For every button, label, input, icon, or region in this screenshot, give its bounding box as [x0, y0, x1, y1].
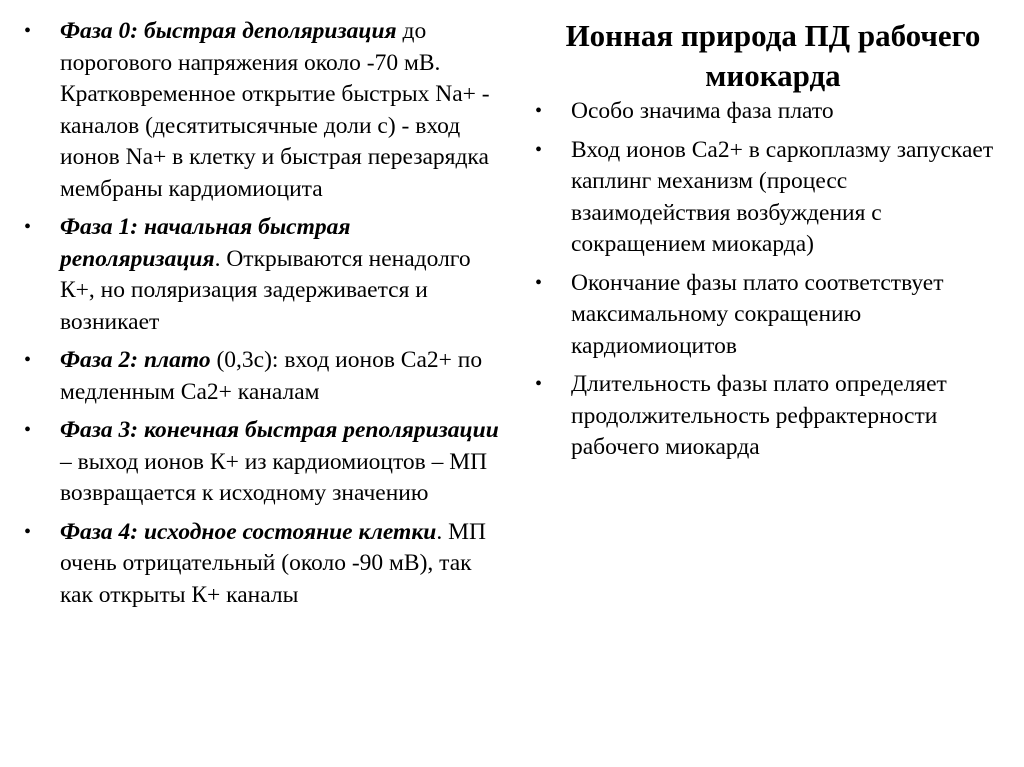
ionic-item-0	[535, 96, 1005, 128]
bullet-icon: •	[535, 100, 543, 122]
bullet-icon: •	[24, 419, 32, 441]
phase-title: Фаза 0: быстрая деполяризация	[60, 18, 397, 44]
bullet-icon: •	[24, 520, 32, 543]
bullet-icon: •	[535, 138, 543, 161]
phase-title: Фаза 1: начальная быстрая реполяризация	[60, 214, 351, 272]
phase-item-0	[24, 16, 504, 205]
ionic-item-text: Окончание фазы плато соответствует максимальному сокращению кардиомиоцитов	[571, 269, 944, 359]
bullet-icon: •	[535, 373, 543, 395]
phase-text: . МП очень отрицательный (около -90 мВ), так как открыты К+ каналы	[60, 518, 486, 608]
ionic-item-2	[535, 268, 1005, 363]
ionic-item-text: Длительность фазы плато определяет продолжительность рефрактерности рабочего миокарда	[571, 371, 947, 460]
phase-title: Фаза 4: исходное состояние клетки	[60, 518, 437, 545]
bullet-icon: •	[24, 349, 32, 371]
phase-text: – выход ионов К+ из кардиомиоцтов – МП возвращается к исходному значению	[60, 448, 488, 506]
phase-text: до порогового напряжения около -70 мВ. Кратковременное открытие быстрых Na+ - каналов (десятитысячные доли с) - вход ионов Na+ в клетку и быстрая перезарядка мембраны кардиомиоцита	[60, 18, 490, 202]
phase-item-3	[24, 415, 504, 510]
left-column	[24, 16, 504, 618]
phase-title: Фаза 2: плато	[60, 347, 211, 373]
phase-item-2	[24, 345, 504, 408]
phase-text: . Открываются ненадолго К+, но поляризация задерживается и возникает	[60, 245, 471, 335]
phase-item-4	[24, 517, 504, 612]
ionic-item-1	[535, 135, 1005, 261]
phase-text: (0,3с): вход ионов Са2+ по медленным Са2+ каналам	[60, 347, 483, 405]
ionic-item-text: Особо значима фаза плато	[571, 98, 834, 124]
ionic-nature-list	[535, 96, 1005, 464]
bullet-icon: •	[24, 216, 32, 238]
phase-item-1	[24, 212, 504, 338]
right-column	[535, 16, 1005, 471]
ionic-item-3	[535, 369, 1005, 464]
slide-title: Ионная природа ПД рабочего миокарда	[565, 18, 981, 93]
bullet-icon: •	[535, 271, 543, 294]
phase-title: Фаза 3: конечная быстрая реполяризации	[60, 417, 499, 443]
ionic-item-text: Вход ионов Са2+ в саркоплазму запускает каплинг механизм (процесс взаимодействия возбуждения с сокращением миокарда)	[571, 136, 994, 257]
bullet-icon: •	[24, 20, 32, 42]
phase-list	[24, 16, 504, 611]
